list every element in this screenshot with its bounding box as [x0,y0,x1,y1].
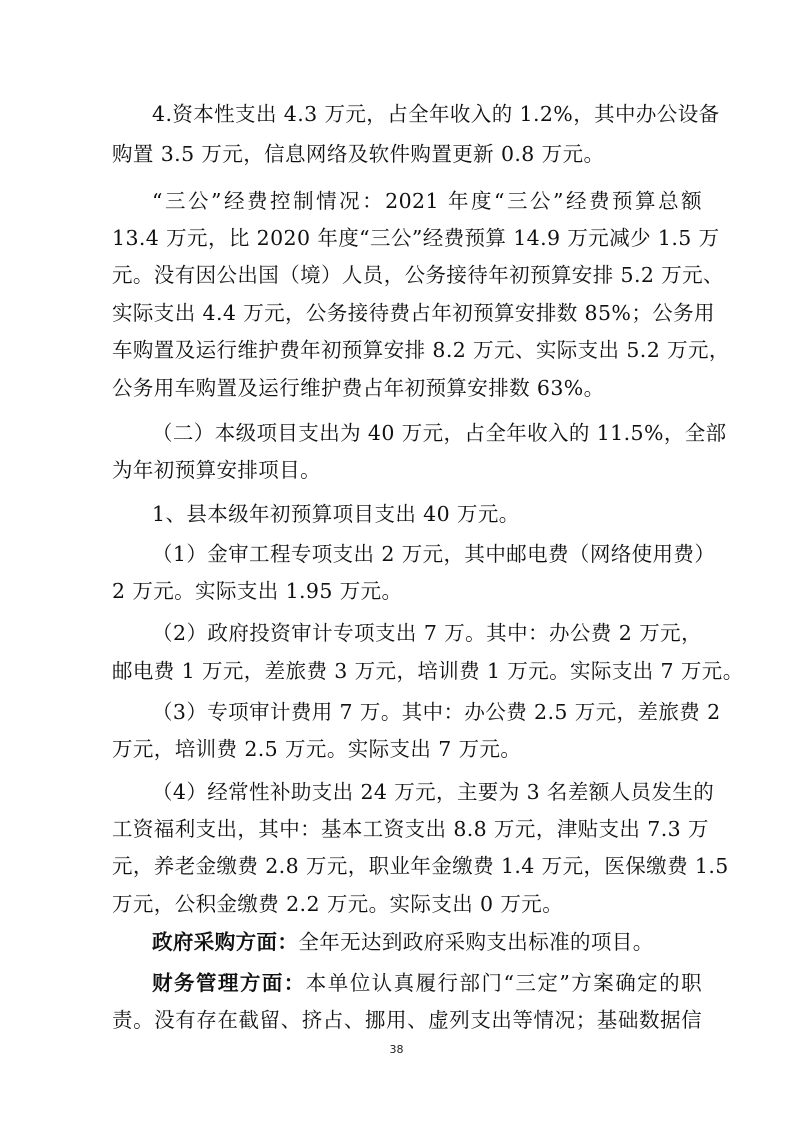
paragraph-line: （3）专项审计费用 7 万。其中：办公费 2.5 万元，差旅费 2 [152,700,721,724]
procurement-heading: 政府采购方面： [152,930,299,954]
paragraph-line: （2）政府投资审计专项支出 7 万。其中：办公费 2 万元， [152,621,702,645]
paragraph-line: 元，养老金缴费 2.8 万元，职业年金缴费 1.4 万元，医保缴费 1.5 [112,854,729,878]
paragraph-line: 元。没有因公出国（境）人员，公务接待年初预算安排 5.2 万元、 [112,263,724,287]
paragraph-line: 13.4 万元，比 2020 年度“三公”经费预算 14.9 万元减少 1.5 万 [112,226,720,250]
paragraph-line: 购置 3.5 万元，信息网络及软件购置更新 0.8 万元。 [112,142,605,166]
procurement-text: 全年无达到政府采购支出标准的项目。 [298,930,654,954]
paragraph-line: “三公”经费控制情况：2021 年度“三公”经费预算总额 [152,189,702,213]
finance-text: 本单位认真履行部门“三定”方案确定的职 [305,971,702,995]
paragraph-line: （4）经常性补助支出 24 万元，主要为 3 名差额人员发生的 [152,780,715,804]
paragraph-line: 公务用车购置及运行维护费占年初预算安排数 63%。 [112,376,605,400]
paragraph-line: 实际支出 4.4 万元，公务接待费占年初预算安排数 85%；公务用 [112,301,715,325]
paragraph-line: 1、县本级年初预算项目支出 40 万元。 [152,502,520,526]
paragraph-line: 4.资本性支出 4.3 万元，占全年收入的 1.2%，其中办公设备 [152,102,720,126]
paragraph-line: 工资福利支出，其中：基本工资支出 8.8 万元，津贴支出 7.3 万 [112,817,709,841]
paragraph-line: 为年初预算安排项目。 [112,458,321,482]
paragraph-line: 万元，公积金缴费 2.2 万元。实际支出 0 万元。 [112,892,564,916]
paragraph-line: （二）本级项目支出为 40 万元，占全年收入的 11.5%，全部 [152,421,727,445]
paragraph-line: 万元，培训费 2.5 万元。实际支出 7 万元。 [112,737,522,761]
paragraph-line: 邮电费 1 万元，差旅费 3 万元，培训费 1 万元。实际支出 7 万元。 [112,659,744,683]
paragraph-line: 车购置及运行维护费年初预算安排 8.2 万元、实际支出 5.2 万元， [112,338,730,362]
page-number: 38 [389,1043,404,1056]
finance-paragraph [152,971,702,995]
finance-heading: 财务管理方面： [152,971,306,995]
paragraph-line: （1）金审工程专项支出 2 万元，其中邮电费（网络使用费） [152,542,716,566]
paragraph-line: 2 万元。实际支出 1.95 万元。 [112,579,403,603]
procurement-paragraph [152,930,702,954]
paragraph-line: 责。没有存在截留、挤占、挪用、虚列支出等情况；基础数据信 [112,1008,702,1032]
